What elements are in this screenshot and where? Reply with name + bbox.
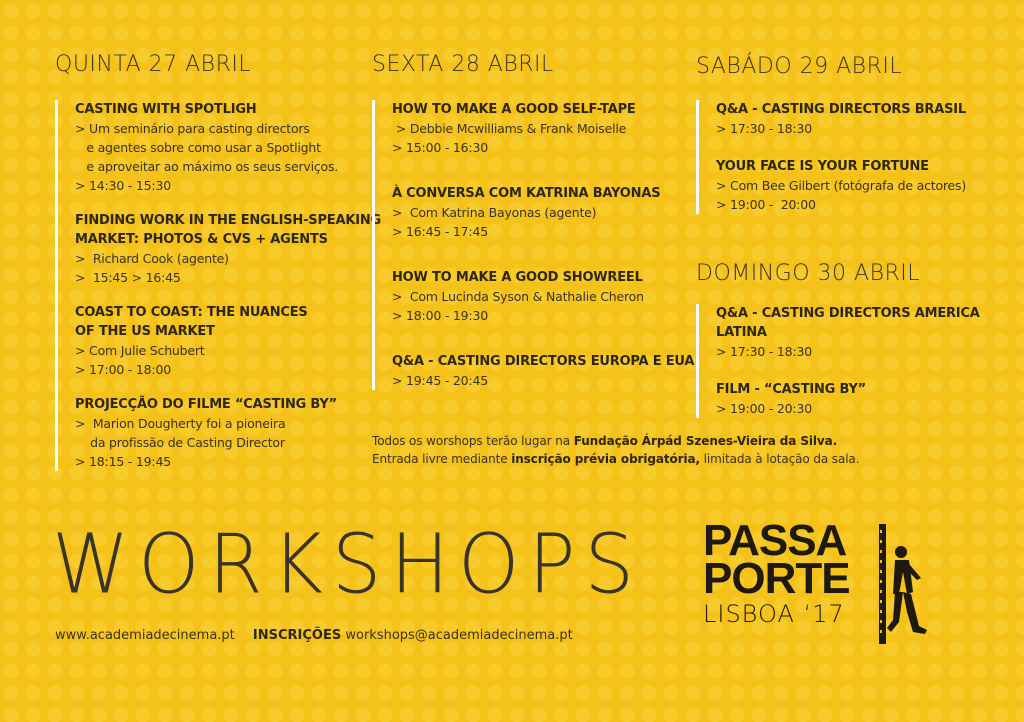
event-item <box>716 157 966 214</box>
event-time: > 15:00 - 16:30 <box>392 140 488 155</box>
event-title: Q&A - CASTING DIRECTORS AMERICA LATINA <box>716 306 980 340</box>
event-detail: e aproveitar ao máximo os seus serviços. <box>75 159 339 174</box>
schedule-block-sexta <box>372 100 694 390</box>
day-heading-quinta: QUINTA 27 ABRIL <box>55 52 252 77</box>
event-item <box>75 211 381 287</box>
event-title: HOW TO MAKE A GOOD SHOWREEL <box>392 270 643 285</box>
event-item <box>716 380 1024 418</box>
event-detail: > Com Bee Gilbert (fotógrafa de actores) <box>716 178 967 193</box>
day-heading-sexta: SEXTA 28 ABRIL <box>372 52 554 77</box>
event-detail: > Marion Dougherty foi a pioneira <box>75 416 286 431</box>
event-item <box>75 100 381 195</box>
schedule-block-domingo <box>696 304 1024 418</box>
event-detail: > Com Katrina Bayonas (agente) <box>392 205 597 220</box>
registration-required: inscrição prévia obrigatória, <box>511 452 700 466</box>
logo-line-passa: PASSA <box>703 516 847 565</box>
event-title: PROJECÇÃO DO FILME “CASTING BY” <box>75 397 337 412</box>
event-title: FINDING WORK IN THE ENGLISH-SPEAKING MARKET: PHOTOS & CVS + AGENTS <box>75 213 381 247</box>
venue-note-line: Entrada livre mediante inscrição prévia obrigatória, limitada à lotação da sala. <box>372 452 860 466</box>
registration-label: INSCRIÇÕES <box>252 628 342 643</box>
event-item <box>716 100 966 138</box>
workshops-headline: WORKSHOPS <box>52 517 643 613</box>
event-title: CASTING WITH SPOTLIGH <box>75 102 257 117</box>
footer-contacts <box>55 628 573 643</box>
event-item <box>75 395 381 471</box>
logo-line-porte: PORTE <box>703 554 850 603</box>
event-time: > 15:45 > 16:45 <box>75 270 181 285</box>
event-title: Q&A - CASTING DIRECTORS BRASIL <box>716 102 966 117</box>
venue-note <box>372 432 859 468</box>
event-title: À CONVERSA COM KATRINA BAYONAS <box>392 186 661 201</box>
event-detail: > Com Lucinda Syson & Nathalie Cheron <box>392 289 644 304</box>
event-title: YOUR FACE IS YOUR FORTUNE <box>716 159 929 174</box>
logo-line-lisboa: LISBOA ‘17 <box>703 600 845 628</box>
walking-man-door-icon <box>873 522 933 650</box>
event-time: > 19:00 - 20:30 <box>716 401 812 416</box>
passaporte-logo <box>703 516 943 652</box>
venue-note-line: Todos os worshops terão lugar na Fundação Árpád Szenes-Vieira da Silva. <box>372 434 838 448</box>
event-detail: > Um seminário para casting directors <box>75 121 310 136</box>
event-title: COAST TO COAST: THE NUANCES OF THE US MARKET <box>75 305 308 339</box>
event-detail: > Richard Cook (agente) <box>75 251 229 266</box>
event-item <box>392 100 694 157</box>
event-item <box>392 268 694 325</box>
event-detail: > Debbie Mcwilliams & Frank Moiselle <box>392 121 627 136</box>
day-heading-sabado: SABÁDO 29 ABRIL <box>696 54 903 79</box>
event-time: > 16:45 - 17:45 <box>392 224 488 239</box>
event-time: > 17:30 - 18:30 <box>716 344 812 359</box>
event-item <box>392 352 694 390</box>
website-link[interactable]: www.academiadecinema.pt <box>55 628 235 643</box>
event-detail: > Com Julie Schubert <box>75 343 205 358</box>
event-time: > 17:30 - 18:30 <box>716 121 812 136</box>
venue-name: Fundação Árpád Szenes-Vieira da Silva. <box>573 434 838 448</box>
day-heading-domingo: DOMINGO 30 ABRIL <box>696 261 921 286</box>
event-time: > 18:00 - 19:30 <box>392 308 488 323</box>
event-title: HOW TO MAKE A GOOD SELF-TAPE <box>392 102 636 117</box>
event-item <box>716 304 1024 361</box>
schedule-block-quinta <box>55 100 381 471</box>
event-time: > 19:45 - 20:45 <box>392 373 488 388</box>
event-detail: e agentes sobre como usar a Spotlight <box>75 140 321 155</box>
event-title: Q&A - CASTING DIRECTORS EUROPA E EUA <box>392 354 695 369</box>
event-time: > 17:00 - 18:00 <box>75 362 171 377</box>
email-link[interactable]: workshops@academiadecinema.pt <box>345 628 573 643</box>
event-detail: da profissão de Casting Director <box>75 435 285 450</box>
event-time: > 14:30 - 15:30 <box>75 178 171 193</box>
event-title: FILM - “CASTING BY” <box>716 382 867 397</box>
event-item <box>75 303 381 379</box>
event-time: > 18:15 - 19:45 <box>75 454 171 469</box>
schedule-block-sabado <box>696 100 966 214</box>
event-item <box>392 184 694 241</box>
event-time: > 19:00 - 20:00 <box>716 197 816 212</box>
